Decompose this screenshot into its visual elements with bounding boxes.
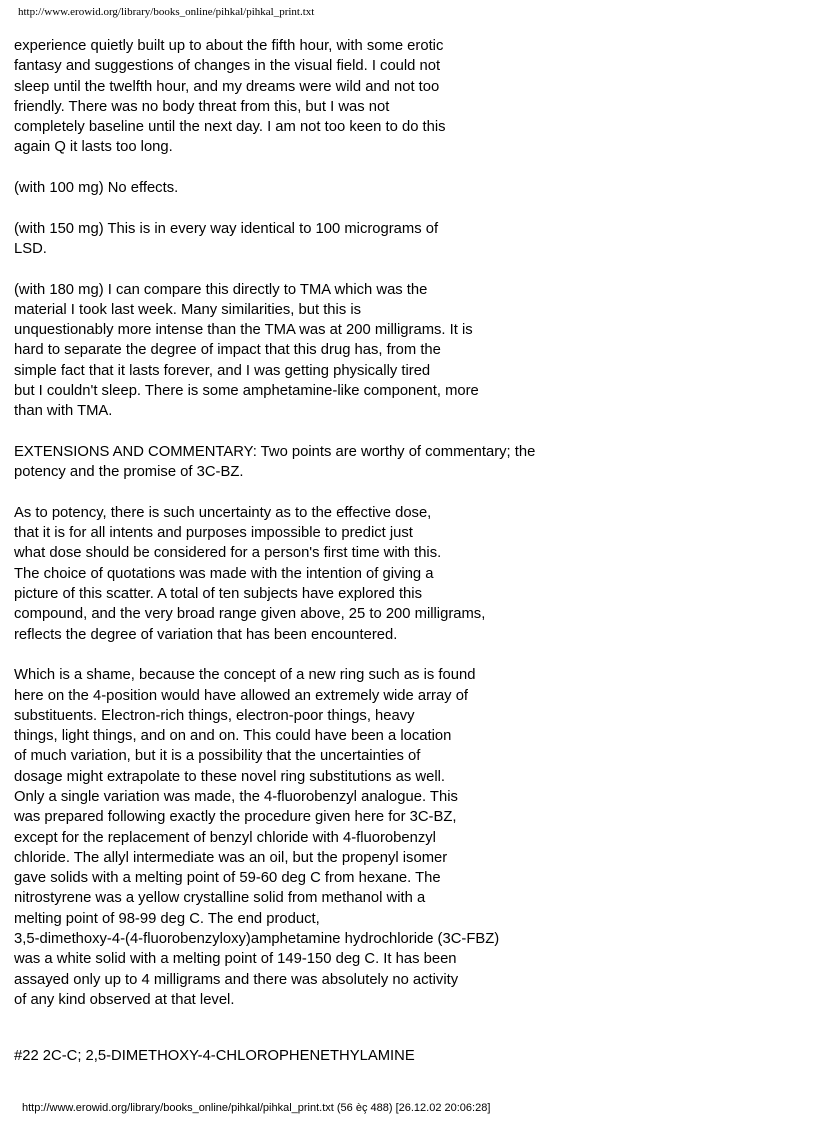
text-line: substituents. Electron-rich things, electron-poor things, heavy <box>14 707 415 724</box>
text-line: again Q it lasts too long. <box>14 139 173 156</box>
text-line: simple fact that it lasts forever, and I was getting physically tired <box>14 362 431 379</box>
text-line: LSD. <box>14 240 47 257</box>
text-line: gave solids with a melting point of 59-60 deg C from hexane. The <box>14 870 441 887</box>
paragraph-6 <box>14 503 604 645</box>
paragraph-2 <box>14 178 604 198</box>
text-line: As to potency, there is such uncertainty as to the effective dose, <box>14 504 432 521</box>
text-line: what dose should be considered for a person's first time with this. <box>14 545 442 562</box>
text-line: of any kind observed at that level. <box>14 991 235 1008</box>
section-heading: #22 2C-C; 2,5-DIMETHOXY-4-CHLOROPHENETHYLAMINE <box>14 1048 415 1064</box>
text-line: dosage might extrapolate to these novel ring substitutions as well. <box>14 768 446 785</box>
text-line: reflects the degree of variation that has been encountered. <box>14 626 398 643</box>
paragraph-1 <box>14 36 604 158</box>
text-line: completely baseline until the next day. I am not too keen to do this <box>14 119 446 136</box>
text-line: chloride. The allyl intermediate was an oil, but the propenyl isomer <box>14 849 448 866</box>
paragraph-5 <box>14 442 604 483</box>
text-line: 3,5-dimethoxy-4-(4-fluorobenzyloxy)amphetamine hydrochloride (3C-FBZ) <box>14 931 500 948</box>
text-line: was prepared following exactly the procedure given here for 3C-BZ, <box>14 809 457 826</box>
text-line: Which is a shame, because the concept of a new ring such as is found <box>14 667 476 684</box>
paragraph-4 <box>14 280 604 422</box>
text-line: nitrostyrene was a yellow crystalline solid from methanol with a <box>14 890 426 907</box>
text-line: unquestionably more intense than the TMA was at 200 milligrams. It is <box>14 322 473 339</box>
text-line: The choice of quotations was made with the intention of giving a <box>14 565 434 582</box>
paragraph-3 <box>14 219 604 260</box>
text-line: experience quietly built up to about the fifth hour, with some erotic <box>14 38 444 54</box>
text-line: melting point of 98-99 deg C. The end product, <box>14 910 320 927</box>
text-line: assayed only up to 4 milligrams and there was absolutely no activity <box>14 971 459 988</box>
text-line: was a white solid with a melting point of 149-150 deg C. It has been <box>14 951 457 968</box>
footer-url: http://www.erowid.org/library/books_online/pihkal/pihkal_print.txt (56 èç 488) [26.12.02 20:06:28] <box>22 1102 491 1114</box>
text-line: friendly. There was no body threat from this, but I was not <box>14 98 390 115</box>
text-line: fantasy and suggestions of changes in the visual field. I could not <box>14 58 441 75</box>
text-line: material I took last week. Many similarities, but this is <box>14 301 362 318</box>
text-line: sleep until the twelfth hour, and my dreams were wild and not too <box>14 78 440 95</box>
header-url: http://www.erowid.org/library/books_online/pihkal/pihkal_print.txt <box>18 6 315 18</box>
text-line: here on the 4-position would have allowed an extremely wide array of <box>14 687 469 704</box>
text-line: but I couldn't sleep. There is some amphetamine-like component, more <box>14 383 479 400</box>
text-line: that it is for all intents and purposes impossible to predict just <box>14 525 413 542</box>
document-body <box>14 36 604 1031</box>
text-line: except for the replacement of benzyl chloride with 4-fluorobenzyl <box>14 829 436 846</box>
text-line: picture of this scatter. A total of ten subjects have explored this <box>14 586 422 603</box>
text-line: (with 100 mg) No effects. <box>14 180 179 197</box>
paragraph-7 <box>14 665 604 1010</box>
text-line: than with TMA. <box>14 403 113 420</box>
text-line: potency and the promise of 3C-BZ. <box>14 464 244 481</box>
text-line: of much variation, but it is a possibility that the uncertainties of <box>14 748 421 765</box>
text-line: compound, and the very broad range given above, 25 to 200 milligrams, <box>14 606 486 623</box>
text-line: (with 150 mg) This is in every way identical to 100 micrograms of <box>14 220 439 237</box>
text-line: (with 180 mg) I can compare this directly to TMA which was the <box>14 281 428 298</box>
text-line: hard to separate the degree of impact that this drug has, from the <box>14 342 441 359</box>
text-line: things, light things, and on and on. This could have been a location <box>14 728 452 745</box>
text-line: Only a single variation was made, the 4-fluorobenzyl analogue. This <box>14 788 458 805</box>
text-line: EXTENSIONS AND COMMENTARY: Two points are worthy of commentary; the <box>14 443 536 460</box>
